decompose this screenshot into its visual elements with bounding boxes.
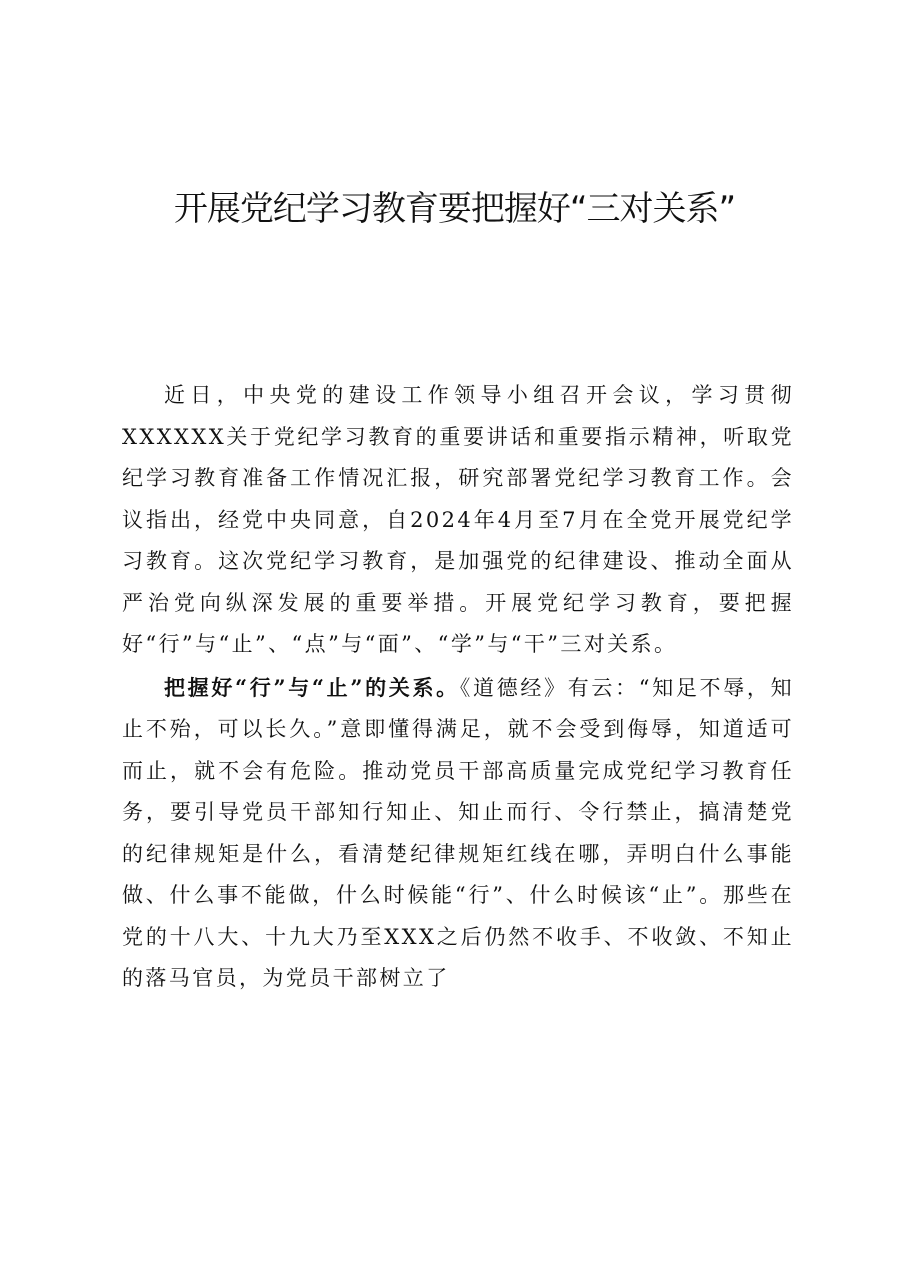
paragraph-2-lead: 把握好“行”与“止”的关系。 [164,674,460,700]
paragraph-2 [122,667,794,1000]
document-title: 开展党纪学习教育要把握好“三对关系” [173,189,736,229]
paragraph-2-text: 《道德经》有云：“知足不辱，知止不殆，可以长久。”意即懂得满足，就不会受到侮辱，知道适可而止，就不会有危险。推动党员干部高质量完成党纪学习教育任务，要引导党员干部知行知止、知止而行、令行禁止，搞清楚党的纪律规矩是什么，看清楚纪律规矩红线在哪，弄明白什么事能做、什么事不能做，什么时候能“行”、什么时候该“止”。那些在党的十八大、十九大乃至XXX之后仍然不收手、不收敛、不知止的落马官员，为党员干部树立了 [122,675,794,990]
paragraph-1 [122,374,794,666]
document-body [122,374,794,1000]
paragraph-1-text: 近日，中央党的建设工作领导小组召开会议，学习贯彻XXXXXX关于党纪学习教育的重要讲话和重要指示精神，听取党纪学习教育准备工作情况汇报，研究部署党纪学习教育工作。会议指出，经党中央同意，自2024年4月至7月在全党开展党纪学习教育。这次党纪学习教育，是加强党的纪律建设、推动全面从严治党向纵深发展的重要举措。开展党纪学习教育，要把握好“行”与“止”、“点”与“面”、“学”与“干”三对关系。 [122,383,794,656]
